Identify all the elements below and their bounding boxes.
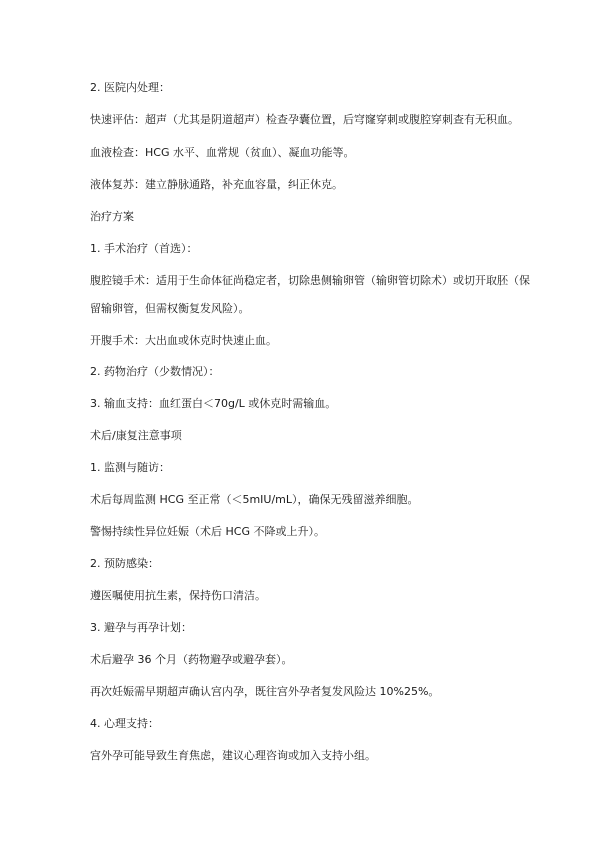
paragraph-rapid-assessment: 快速评估：超声（尤其是阴道超声）检查孕囊位置，后穹窿穿刺或腹腔穿刺查有无积血。 bbox=[90, 113, 519, 126]
subheading-drug-therapy: 2. 药物治疗（少数情况）： bbox=[90, 365, 220, 378]
paragraph-open-surgery: 开腹手术：大出血或休克时快速止血。 bbox=[90, 334, 277, 347]
paragraph-blood-tests: 血液检查：HCG 水平、血常规（贫血）、凝血功能等。 bbox=[90, 146, 355, 159]
subheading-monitoring: 1. 监测与随访： bbox=[90, 461, 170, 474]
subheading-transfusion: 3. 输血支持：血红蛋白＜70g/L 或休克时需输血。 bbox=[90, 397, 337, 410]
subheading-contraception-plan: 3. 避孕与再孕计划： bbox=[90, 621, 192, 634]
paragraph-contraception: 术后避孕 36 个月（药物避孕或避孕套）。 bbox=[90, 653, 293, 666]
paragraph-counseling: 宫外孕可能导致生育焦虑，建议心理咨询或加入支持小组。 bbox=[90, 749, 376, 762]
paragraph-antibiotics: 遵医嘱使用抗生素，保持伤口清洁。 bbox=[90, 589, 266, 602]
subheading-psychological-support: 4. 心理支持： bbox=[90, 717, 159, 730]
paragraph-hcg-monitoring: 术后每周监测 HCG 至正常（＜5mIU/mL），确保无残留滋养细胞。 bbox=[90, 493, 419, 506]
paragraph-fluid-resuscitation: 液体复苏：建立静脉通路，补充血容量，纠正休克。 bbox=[90, 178, 343, 191]
section-heading-postop-care: 术后/康复注意事项 bbox=[90, 429, 182, 442]
paragraph-persistent-ectopic: 警惕持续性异位妊娠（术后 HCG 不降或上升）。 bbox=[90, 525, 325, 538]
subheading-surgical-treatment: 1. 手术治疗（首选）： bbox=[90, 242, 198, 255]
paragraph-recurrence-risk: 再次妊娠需早期超声确认宫内孕，既往宫外孕者复发风险达 10%25%。 bbox=[90, 685, 440, 698]
section-heading-treatment-plan: 治疗方案 bbox=[90, 210, 134, 223]
paragraph-laparoscopic-surgery-cont: 留输卵管，但需权衡复发风险）。 bbox=[90, 302, 250, 315]
subheading-infection-prevention: 2. 预防感染： bbox=[90, 557, 159, 570]
section-heading-hospital-care: 2. 医院内处理： bbox=[90, 81, 170, 94]
paragraph-laparoscopic-surgery: 腹腔镜手术：适用于生命体征尚稳定者，切除患侧输卵管（输卵管切除术）或切开取胚（保 bbox=[90, 274, 530, 287]
